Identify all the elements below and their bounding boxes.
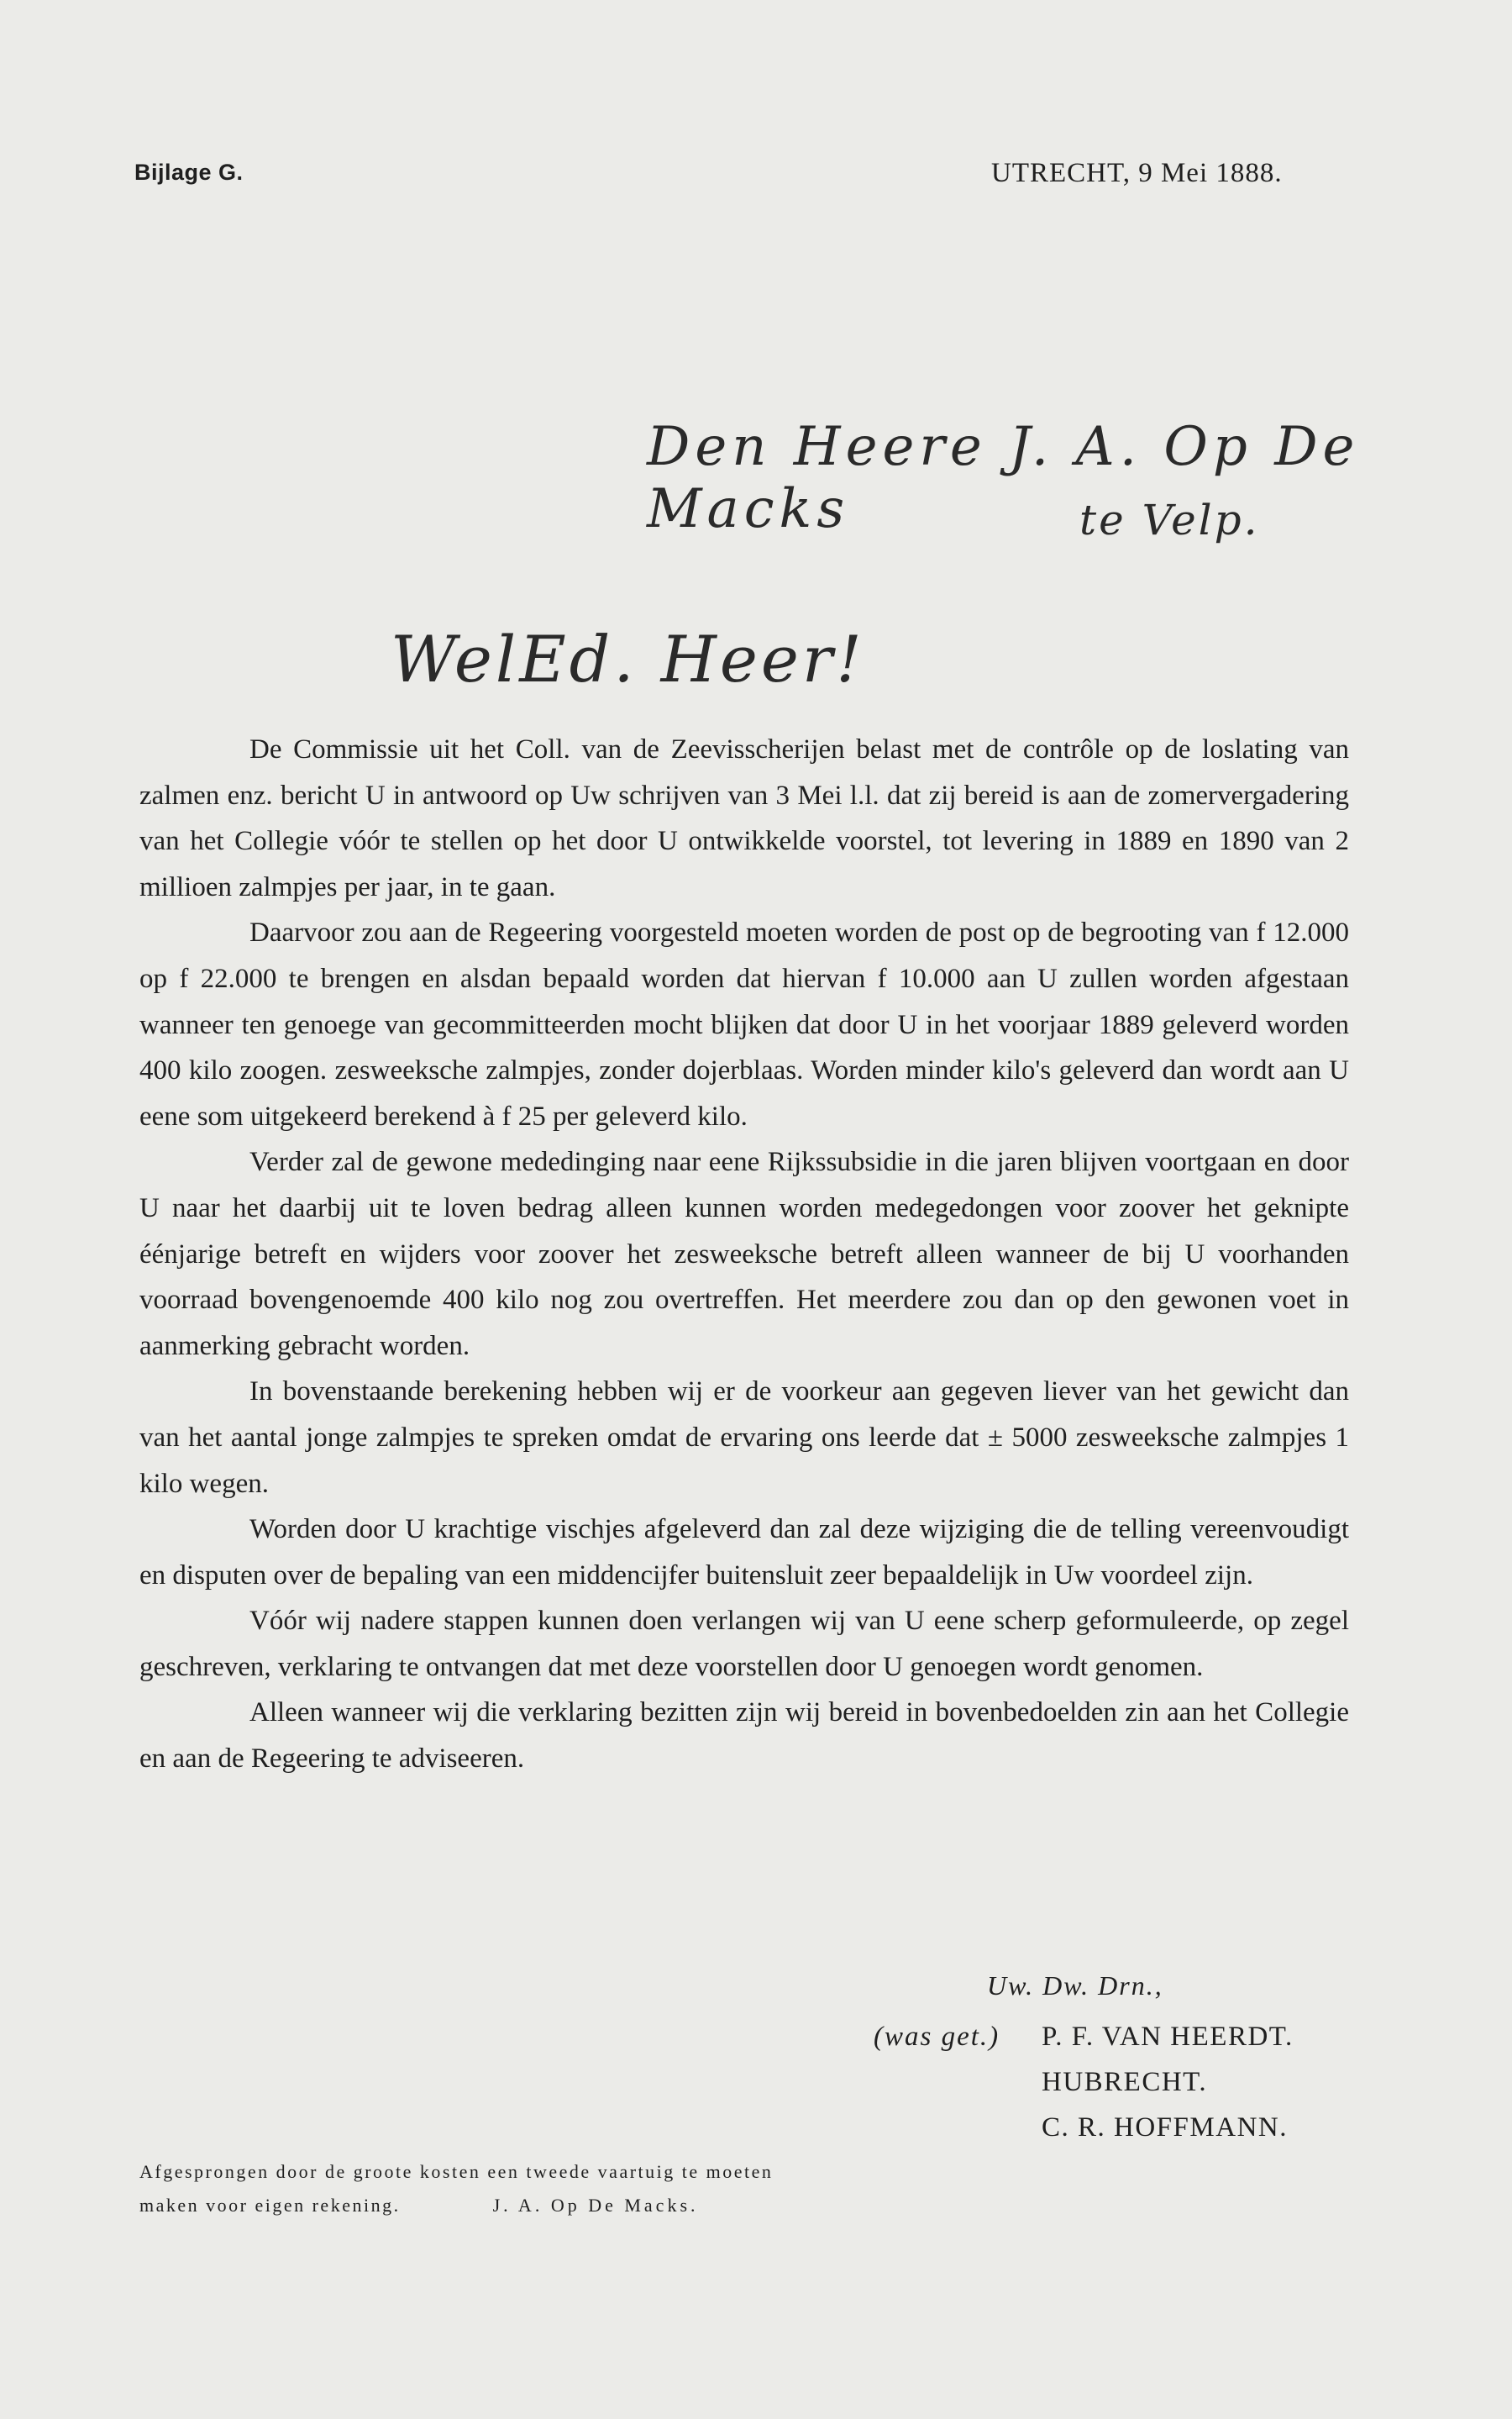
closing-formula: Uw. Dw. Drn., [987, 1970, 1163, 2001]
letter-body [139, 727, 1349, 1782]
addressee-place: te Velp. [1079, 496, 1260, 544]
footnote-signature: J. A. Op De Macks. [492, 2195, 699, 2216]
footnote-line: Afgesprongen door de groote kosten een tweede vaartuig te moeten [139, 2161, 774, 2182]
paragraph: De Commissie uit het Coll. van de Zeevisscherijen belast met de contrôle op de loslating van zalmen enz. bericht U in antwoord op Uw schrijven van 3 Mei l.l. dat zij bereid is aan de zomervergadering van het Collegie vóór te stellen op het door U ontwikkelde voorstel, tot levering in 1889 en 1890 van 2 millioen zalmpjes per jaar, in te gaan. [139, 734, 1349, 902]
signatory-name: HUBRECHT. [1042, 2067, 1208, 2097]
paragraph: Vóór wij nadere stappen kunnen doen verlangen wij van U eene scherp geformuleerde, op zegel geschreven, verklaring te ontvangen dat met deze voorstellen door U genoegen wordt genomen. [139, 1606, 1349, 1682]
signature-spacer [874, 2105, 1042, 2150]
paragraph: Daarvoor zou aan de Regeering voorgesteld moeten worden de post op de begrooting van f 12.000 op f 22.000 te brengen en alsdan bepaald worden dat hiervan f 10.000 aan U zullen worden afgestaan wanneer ten genoege van gecommitteerden mocht blijken dat door U in het voorjaar 1889 geleverd worden 400 kilo zoogen. zesweeksche zalmpjes, zonder dojerblaas. Worden minder kilo's geleverd dan wordt aan U eene som uitgekeerd berekend à f 25 per geleverd kilo. [139, 918, 1349, 1132]
paragraph: In bovenstaande berekening hebben wij er de voorkeur aan gegeven liever van het gewicht dan van het aantal jonge zalmpjes te spreken omdat de ervaring ons leerde dat ± 5000 zesweeksche zalmpjes 1 kilo wegen. [139, 1376, 1349, 1499]
footnote [139, 2155, 979, 2222]
appendix-label: Bijlage G. [134, 160, 244, 185]
paragraph: Alleen wanneer wij die verklaring bezitten zijn wij bereid in bovenbedoelden zin aan het Collegie en aan de Regeering te adviseeren. [139, 1697, 1349, 1775]
signed-note: (was get.) [874, 2022, 1000, 2052]
footnote-line [139, 2189, 979, 2222]
signature-row [874, 2105, 1294, 2150]
signature-block [874, 2014, 1294, 2150]
salutation: WelEd. Heer! [391, 622, 865, 697]
addressee: Den Heere J. A. Op De Macks [647, 416, 1360, 540]
paragraph: Worden door U krachtige vischjes afgeleverd dan zal deze wijziging die de telling vereenvoudigt en disputen over de bepaling van een middencijfer buitensluit zeer bepaaldelijk in Uw voordeel zijn. [139, 1514, 1349, 1591]
signature-row [874, 2014, 1294, 2059]
place-date: UTRECHT, 9 Mei 1888. [991, 158, 1283, 188]
signature-spacer [874, 2059, 1042, 2105]
footnote-text: maken voor eigen rekening. [139, 2195, 401, 2216]
signatory-name: C. R. HOFFMANN. [1042, 2112, 1288, 2143]
paragraph: Verder zal de gewone mededinging naar eene Rijkssubsidie in die jaren blijven voortgaan en door U naar het daarbij uit te loven bedrag alleen kunnen worden medegedongen voor zoover het geknipte éénjarige betreft en wijders voor zoover het zesweeksche betreft alleen wanneer de bij U voorhanden voorraad bovengenoemde 400 kilo nog zou overtreffen. Het meerdere zou dan op den gewonen voet in aanmerking gebracht worden. [139, 1147, 1349, 1361]
signature-row [874, 2059, 1294, 2105]
signatory-name: P. F. VAN HEERDT. [1042, 2022, 1294, 2052]
